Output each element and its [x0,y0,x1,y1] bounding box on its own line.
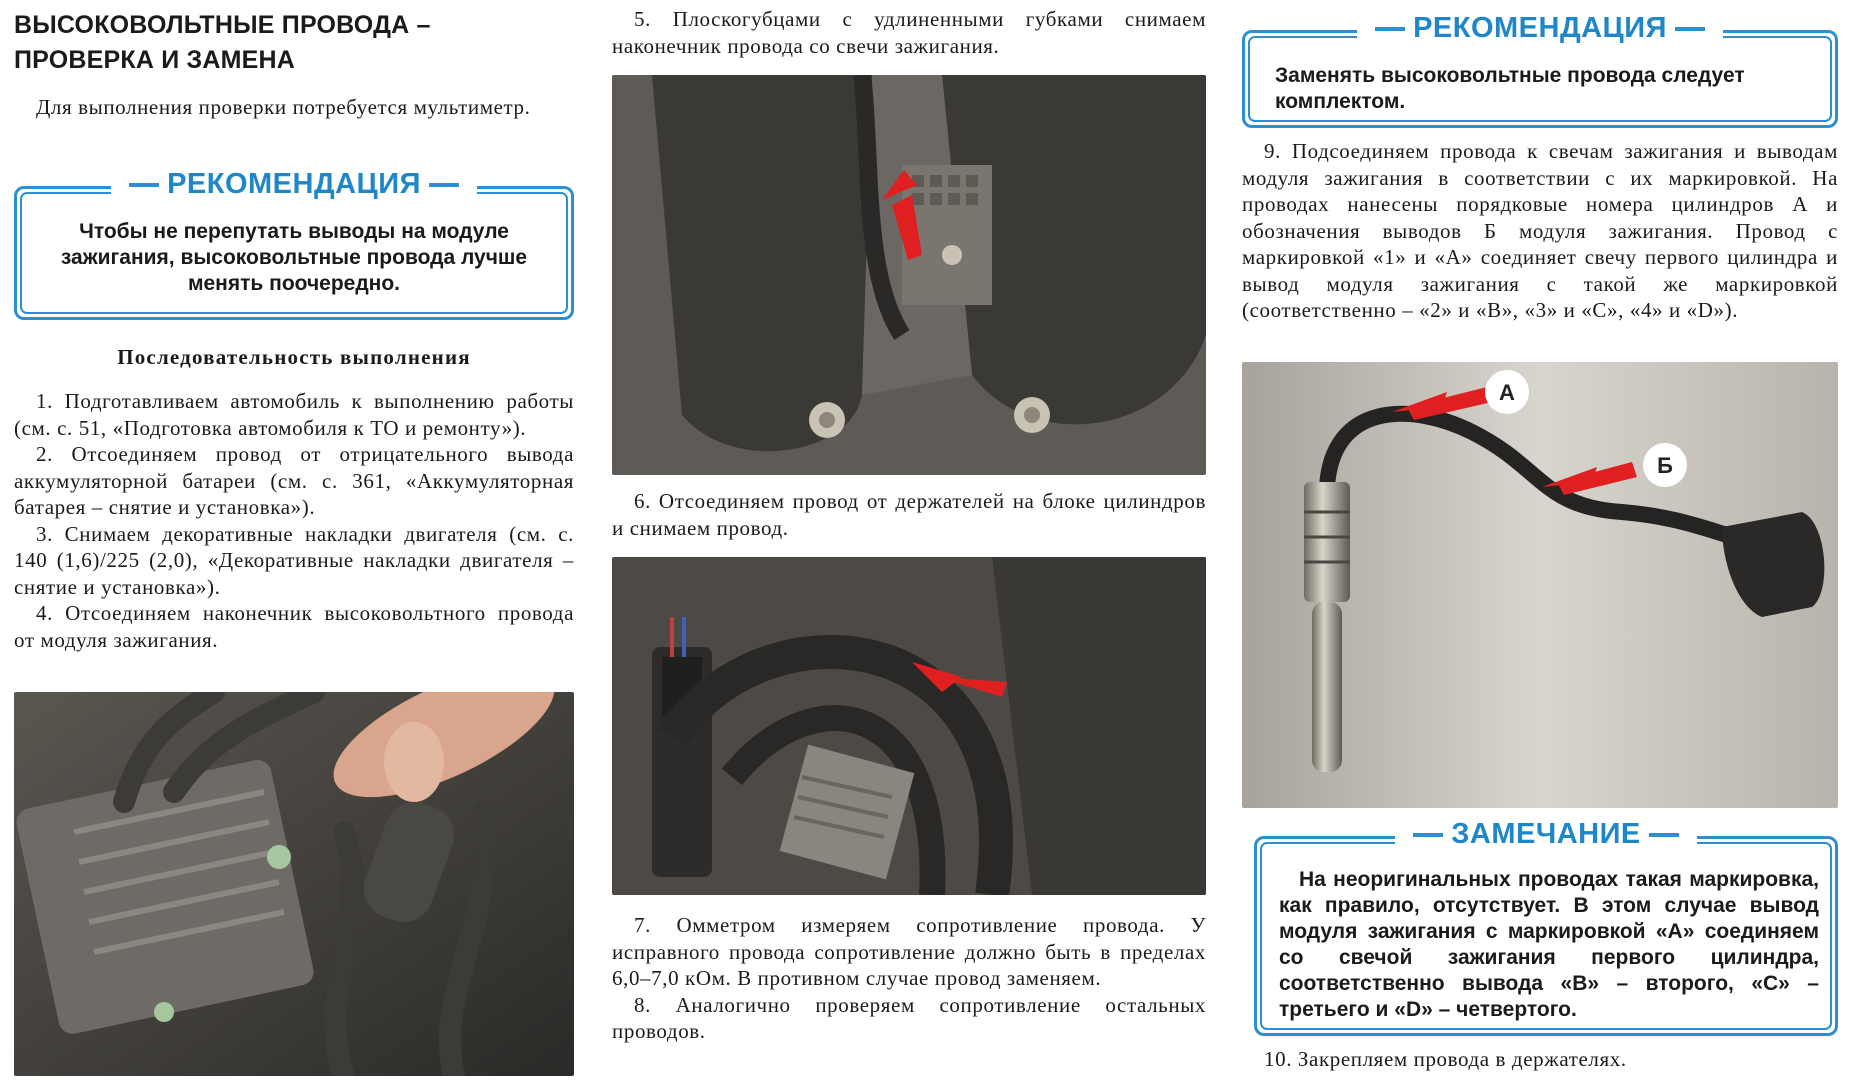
label-a: А [1499,380,1515,405]
step-8: 8. Аналогично проверяем сопротивление остальных проводов. [612,992,1206,1043]
page-title: ВЫСОКОВОЛЬТНЫЕ ПРОВОДА – ПРОВЕРКА И ЗАМЕНА [14,11,431,74]
step-7: 7. Омметром измеряем сопротивление провода. У исправного провода сопротивление должно быть в пределах 6,0–7,0 кОм. В противном случае провод заменяем. [612,913,1206,990]
step-3: 3. Снимаем декоративные накладки двигателя (см. с. 140 (1,6)/225 (2,0), «Декоративные накладки двигателя – снятие и установка»). [14,521,574,599]
recommendation-title: РЕКОМЕНДАЦИЯ [111,168,477,200]
sequence-section [14,345,574,653]
step-1: 1. Подготавливаем автомобиль к выполнению работы (см. с. 51, «Подготовка автомобиля к ТО и ремонту»). [14,389,574,440]
step-9: 9. Подсоединяем провода к свечам зажигания и выводам модуля зажигания в соответствии с их маркировкой. На проводах нанесены порядковые номера цилиндров А и обозначения выводов Б модуля зажигания. Провод с маркировкой «1» и «А» соединяет свечу первого цилиндра и вывод модуля зажигания с такой же маркировкой (соответственно – «2» и «В», «3» и «С», «4» и «D»). [1242,139,1838,322]
sequence-heading: Последовательность выполнения [117,345,471,369]
step-5: 5. Плоскогубцами с удлиненными губками снимаем наконечник провода со свечи зажигания. [612,7,1206,58]
left-column [14,0,574,119]
recommendation-title-2: РЕКОМЕНДАЦИЯ [1357,12,1723,44]
recommendation-box-2 [1242,12,1838,128]
steps-7-8 [612,912,1206,1045]
note-text: На неоригинальных проводах такая маркировка, как правило, отсутствует. В этом случае вывод модуля зажигания с маркировкой «А» соединяем со свечой зажигания первого цилиндра, соответственно вывода «В» – второго, «С» – третьего и «D» – четвертого. [1279,868,1819,1021]
intro-text: Для выполнения проверки потребуется мультиметр. [36,95,531,119]
recommendation-box-1 [14,168,574,320]
step-10: 10. Закрепляем провода в держателях. [1264,1047,1627,1071]
photo-ignition-module [14,692,574,1076]
photo-spark-plug-removal [612,75,1206,475]
photo-wire-holders [612,557,1206,895]
recommendation-text-2: Заменять высоковольтные провода следует комплектом. [1275,64,1745,113]
note-box [1254,818,1838,1036]
photo-hv-wire-markings [1242,362,1838,808]
recommendation-text: Чтобы не перепутать выводы на модуле зажигания, высоковольтные провода лучше менять поочередно. [60,220,528,295]
step-6: 6. Отсоединяем провод от держателей на блоке цилиндров и снимаем провод. [612,489,1206,540]
step-2: 2. Отсоединяем провод от отрицательного вывода аккумуляторной батареи (см. с. 361, «Аккумуляторная батарея – снятие и установка»). [14,442,574,519]
note-title: ЗАМЕЧАНИЕ [1395,818,1697,850]
label-b: Б [1657,453,1673,478]
step-4: 4. Отсоединяем наконечник высоковольтного провода от модуля зажигания. [14,601,574,652]
